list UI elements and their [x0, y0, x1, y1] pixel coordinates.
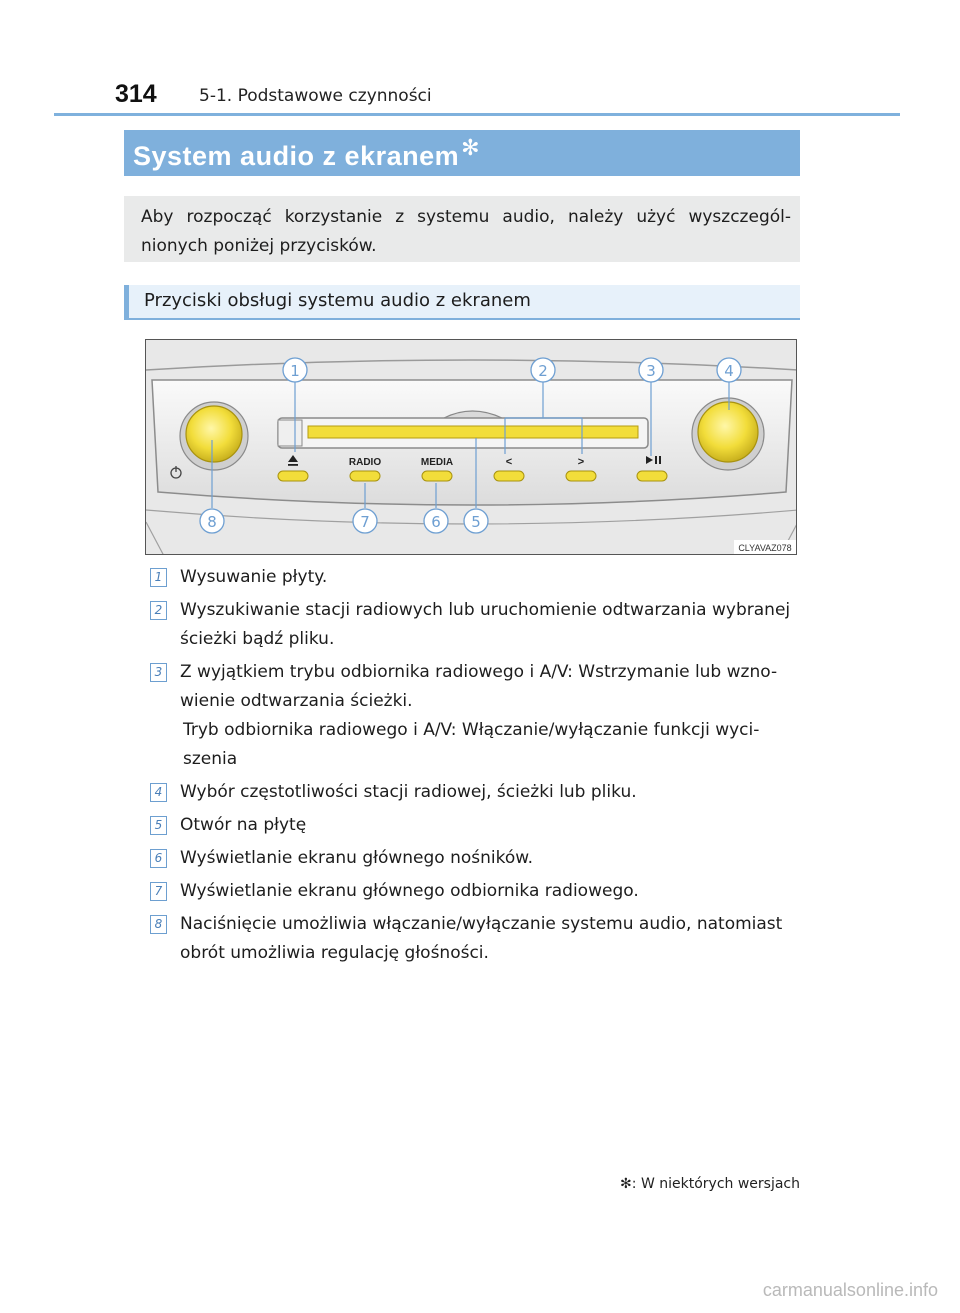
- list-item: [150, 563, 800, 592]
- item-text: Wyszukiwanie stacji radiowych lub uruchomienie odtwarzania wybranej: [180, 600, 791, 620]
- intro-text: Aby rozpocząć korzystanie z systemu audio, należy użyć wyszczegól-nionych poniżej przycisków.: [141, 207, 791, 256]
- list-item: [150, 811, 800, 840]
- subheader-accent: [124, 285, 129, 320]
- page-number: 314: [115, 80, 157, 108]
- item-text: Wyświetlanie ekranu głównego nośników.: [180, 848, 534, 868]
- list-item: [150, 778, 800, 807]
- subheader-bar: [124, 285, 800, 320]
- next-label: >: [577, 456, 585, 468]
- section-title: 5-1. Podstawowe czynności: [199, 86, 432, 106]
- title-bar: [124, 130, 800, 176]
- callout-7: 7: [360, 513, 370, 531]
- asterisk-icon: ✻: [620, 1176, 632, 1192]
- item-text: Wyświetlanie ekranu głównego odbiornika radiowego.: [180, 881, 639, 901]
- callout-2: 2: [538, 362, 548, 380]
- callout-8: 8: [207, 513, 217, 531]
- item-number: 2: [150, 601, 167, 620]
- page-title: [133, 135, 480, 172]
- watermark: carmanualsonline.info: [762, 1280, 938, 1300]
- audio-panel-figure: [145, 339, 797, 555]
- subheader-text: Przyciski obsługi systemu audio z ekranem: [144, 290, 531, 311]
- page-title-text: System audio z ekranem: [133, 141, 460, 171]
- footnote-text: : W niektórych wersjach: [631, 1176, 800, 1192]
- list-item: [150, 658, 800, 774]
- item-text: Wysuwanie płyty.: [180, 567, 328, 587]
- item-text: Otwór na płytę: [180, 815, 307, 835]
- list-item: [150, 596, 800, 654]
- intro-box: [124, 196, 800, 262]
- item-text: Wybór częstotliwości stacji radiowej, ścieżki lub pliku.: [180, 782, 637, 802]
- figure-code: CLYAVAZ078: [738, 543, 792, 553]
- item-number: 4: [150, 783, 167, 802]
- item-number: 8: [150, 915, 167, 934]
- item-number: 5: [150, 816, 167, 835]
- item-number: 7: [150, 882, 167, 901]
- item-number: 6: [150, 849, 167, 868]
- item-text: Naciśnięcie umożliwia włączanie/wyłączanie systemu audio, natomiast: [180, 914, 783, 934]
- asterisk-icon: ✻: [461, 135, 481, 160]
- list-item: [150, 910, 800, 968]
- radio-label: RADIO: [348, 457, 382, 468]
- list-item: [150, 844, 800, 873]
- callout-list: [150, 563, 800, 972]
- callout-1: 1: [290, 362, 300, 380]
- footnote: [620, 1176, 800, 1192]
- item-text: obrót umożliwia regulację głośności.: [180, 943, 489, 963]
- callout-3: 3: [646, 362, 656, 380]
- audio-panel-illustration: [146, 340, 797, 555]
- callout-5: 5: [471, 513, 481, 531]
- prev-label: <: [505, 456, 513, 468]
- item-text: szenia: [183, 749, 238, 769]
- item-text: wienie odtwarzania ścieżki.: [180, 691, 413, 711]
- item-number: 3: [150, 663, 167, 682]
- item-text: Tryb odbiornika radiowego i A/V: Włączanie/wyłączanie funkcji wyci-: [183, 720, 760, 740]
- callout-4: 4: [724, 362, 734, 380]
- list-item: [150, 877, 800, 906]
- header-rule: [54, 113, 900, 116]
- callout-6: 6: [431, 513, 441, 531]
- media-label: MEDIA: [420, 457, 454, 468]
- item-text: ścieżki bądź pliku.: [180, 629, 335, 649]
- item-number: 1: [150, 568, 167, 587]
- item-text: Z wyjątkiem trybu odbiornika radiowego i A/V: Wstrzymanie lub wzno-: [180, 662, 778, 682]
